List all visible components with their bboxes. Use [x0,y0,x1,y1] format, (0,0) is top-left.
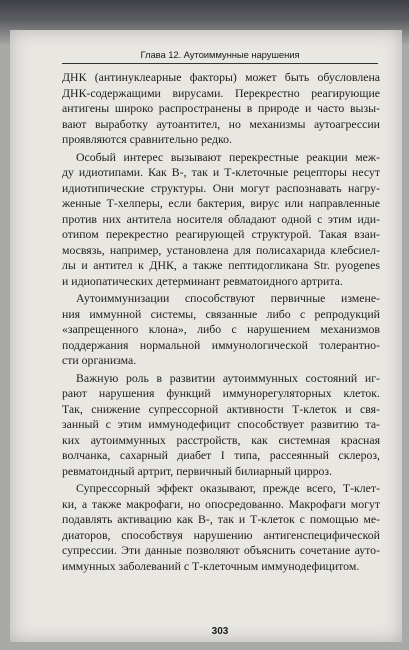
text-line: подавлять активацию как В-, так и Т-клеток с помощью ме- [62,512,380,526]
text-line: идиотипические структуры. Они могут распознавать нагру- [62,180,380,195]
text-line: иммунных заболеваний с Т-клеточным иммунодефицитом. [62,558,360,573]
text-line: диаторов, способствуя нарушению антигенспецифической [62,527,380,542]
text-line: Важную роль в развитии аутоиммунных состояний иг- [76,370,380,385]
text-line: ких аутоиммунных расстройств, как системная красная [62,432,380,447]
text-line: сти организма. [62,353,137,367]
header-rule [62,63,378,64]
paragraph [62,371,380,480]
text-line: проявляются сравнительно редко. [62,132,232,146]
text-line: супрессии. Эти данные позволяют объяснить сочетание ауто- [62,543,380,557]
text-line: ду идиотипами. Как В-, так и Т-клеточные рецепторы несут [62,165,380,179]
text-line: ния иммунной системы, связанные либо с репродукций [62,306,380,321]
text-line: поддержания нормальной иммунологической толерантно- [62,337,380,352]
paragraph [62,481,380,574]
text-line: ДНК-содержащими вирусами. Перекрестно реагирующие [62,85,380,100]
text-line: «запрещенного клона», либо с нарушением механизмов [62,322,380,336]
text-line: ДНК (антинуклеарные факторы) может быть обусловлена [62,70,380,84]
text-line: занный с этим иммунодефицит способствует развитию та- [62,417,380,431]
page-number: 303 [211,626,229,637]
text-line: и идиопатических детерминант ревматоидного артрита. [62,273,343,288]
text-line: ки, а также макрофаги, но опосредованно. Макрофаги могут [62,496,380,511]
paragraph [62,291,380,369]
text-line: Так, снижение супрессорной активности Т-клеток и свя- [62,401,380,416]
text-line: лы и антител к ДНК, а также пептидогликана Str. pyogenes [62,258,380,272]
text-line: против них антитела носителя обладают одной с этим иди- [62,211,380,226]
text-line: Супрессорный эффект оказывают, прежде всего, Т-клет- [76,481,380,495]
text-line: Аутоиммунизации способствуют первичные измене- [76,291,380,305]
text-line: ревматоидный артрит, первичный билиарный цирроз. [62,463,333,478]
text-line: Особый интерес вызывают перекрестные реакции меж- [76,149,380,164]
text-line: мосвязь, например, установлена для полисахарида клебсиел- [62,242,380,257]
body-text [62,70,380,574]
text-line: женные Т-хелперы, если бактерия, вирус или направленные [62,196,380,210]
text-line: рают нарушения функций иммунорегуляторных клеток. [62,386,380,400]
text-line: антигены широко распространены в природе и часто вызы- [62,101,380,115]
text-line: волчанка, сахарный диабет I типа, рассеянный склероз, [62,448,380,462]
running-head: Глава 12. Аутоиммунные нарушения [140,50,300,61]
paragraph [62,70,380,148]
paragraph [62,150,380,290]
book-page [10,30,402,642]
text-line: отипом перекрестно реагирующей структурой. Такая взаи- [62,227,380,241]
text-line: вают выработку аутоантител, но механизмы аутоагрессии [62,116,380,131]
